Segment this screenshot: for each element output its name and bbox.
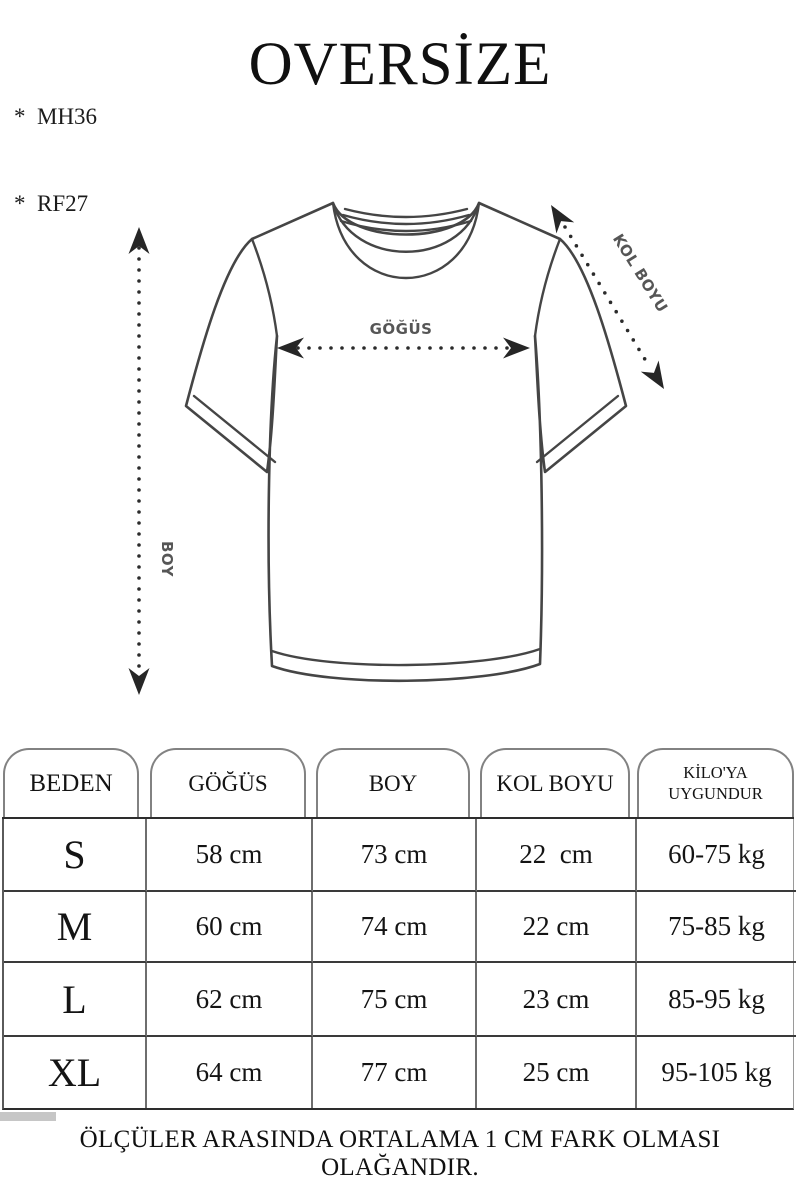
cell-chest-m: 60 cm bbox=[147, 892, 313, 963]
cell-sleeve-xl: 25 cm bbox=[477, 1037, 637, 1108]
cell-length-xl: 77 cm bbox=[313, 1037, 477, 1108]
tshirt-measurement-diagram bbox=[0, 150, 800, 715]
length-label: BOY bbox=[158, 540, 176, 578]
arrowhead-downright-icon bbox=[641, 361, 673, 395]
length-arrow bbox=[129, 227, 177, 695]
column-header-beden: BEDEN bbox=[3, 748, 139, 817]
product-code-1: * MH36 bbox=[14, 104, 98, 129]
column-header-gogus: GÖĞÜS bbox=[150, 748, 306, 817]
cell-weight-s: 60-75 kg bbox=[637, 819, 796, 892]
cell-chest-s: 58 cm bbox=[147, 819, 313, 892]
size-table bbox=[2, 745, 794, 1110]
arrowhead-down-icon bbox=[129, 668, 150, 695]
cell-chest-l: 62 cm bbox=[147, 963, 313, 1037]
cell-length-m: 74 cm bbox=[313, 892, 477, 963]
cell-weight-m: 75-85 kg bbox=[637, 892, 796, 963]
cell-size-xl: XL bbox=[4, 1037, 147, 1108]
sleeve-label: KOL BOYU bbox=[608, 230, 672, 316]
cell-sleeve-s: 22 cm bbox=[477, 819, 637, 892]
cell-size-l: L bbox=[4, 963, 147, 1037]
collar-back-rib-1 bbox=[345, 209, 467, 217]
page-title: OVERSİZE bbox=[248, 31, 552, 98]
cell-length-s: 73 cm bbox=[313, 819, 477, 892]
scan-artifact bbox=[0, 1112, 56, 1121]
cell-length-l: 75 cm bbox=[313, 963, 477, 1037]
cell-weight-xl: 95-105 kg bbox=[661, 1057, 772, 1087]
cell-sleeve-m: 22 cm bbox=[477, 892, 637, 963]
cell-sleeve-l: 23 cm bbox=[477, 963, 637, 1037]
cell-weight-l: 85-95 kg bbox=[637, 963, 796, 1037]
column-header-boy: BOY bbox=[316, 748, 470, 817]
column-header-kiloya-uygundur: KİLO'YA UYGUNDUR bbox=[637, 748, 794, 817]
product-code-2: * RF27 bbox=[14, 191, 89, 216]
footer-note: ÖLÇÜLER ARASINDA ORTALAMA 1 CM FARK OLMASI OLAĞANDIR. bbox=[79, 1126, 721, 1181]
cell-size-m: M bbox=[4, 892, 147, 963]
size-table-header bbox=[2, 745, 794, 819]
column-header-kol-boyu: KOL BOYU bbox=[480, 748, 630, 817]
chest-label: GÖĞÜS bbox=[369, 320, 433, 338]
cell-size-s: S bbox=[4, 819, 147, 892]
arrowhead-up-icon bbox=[129, 227, 150, 254]
size-table-body bbox=[2, 819, 794, 1110]
arrowhead-upleft-icon bbox=[542, 199, 574, 233]
cell-chest-xl: 64 cm bbox=[147, 1037, 313, 1108]
